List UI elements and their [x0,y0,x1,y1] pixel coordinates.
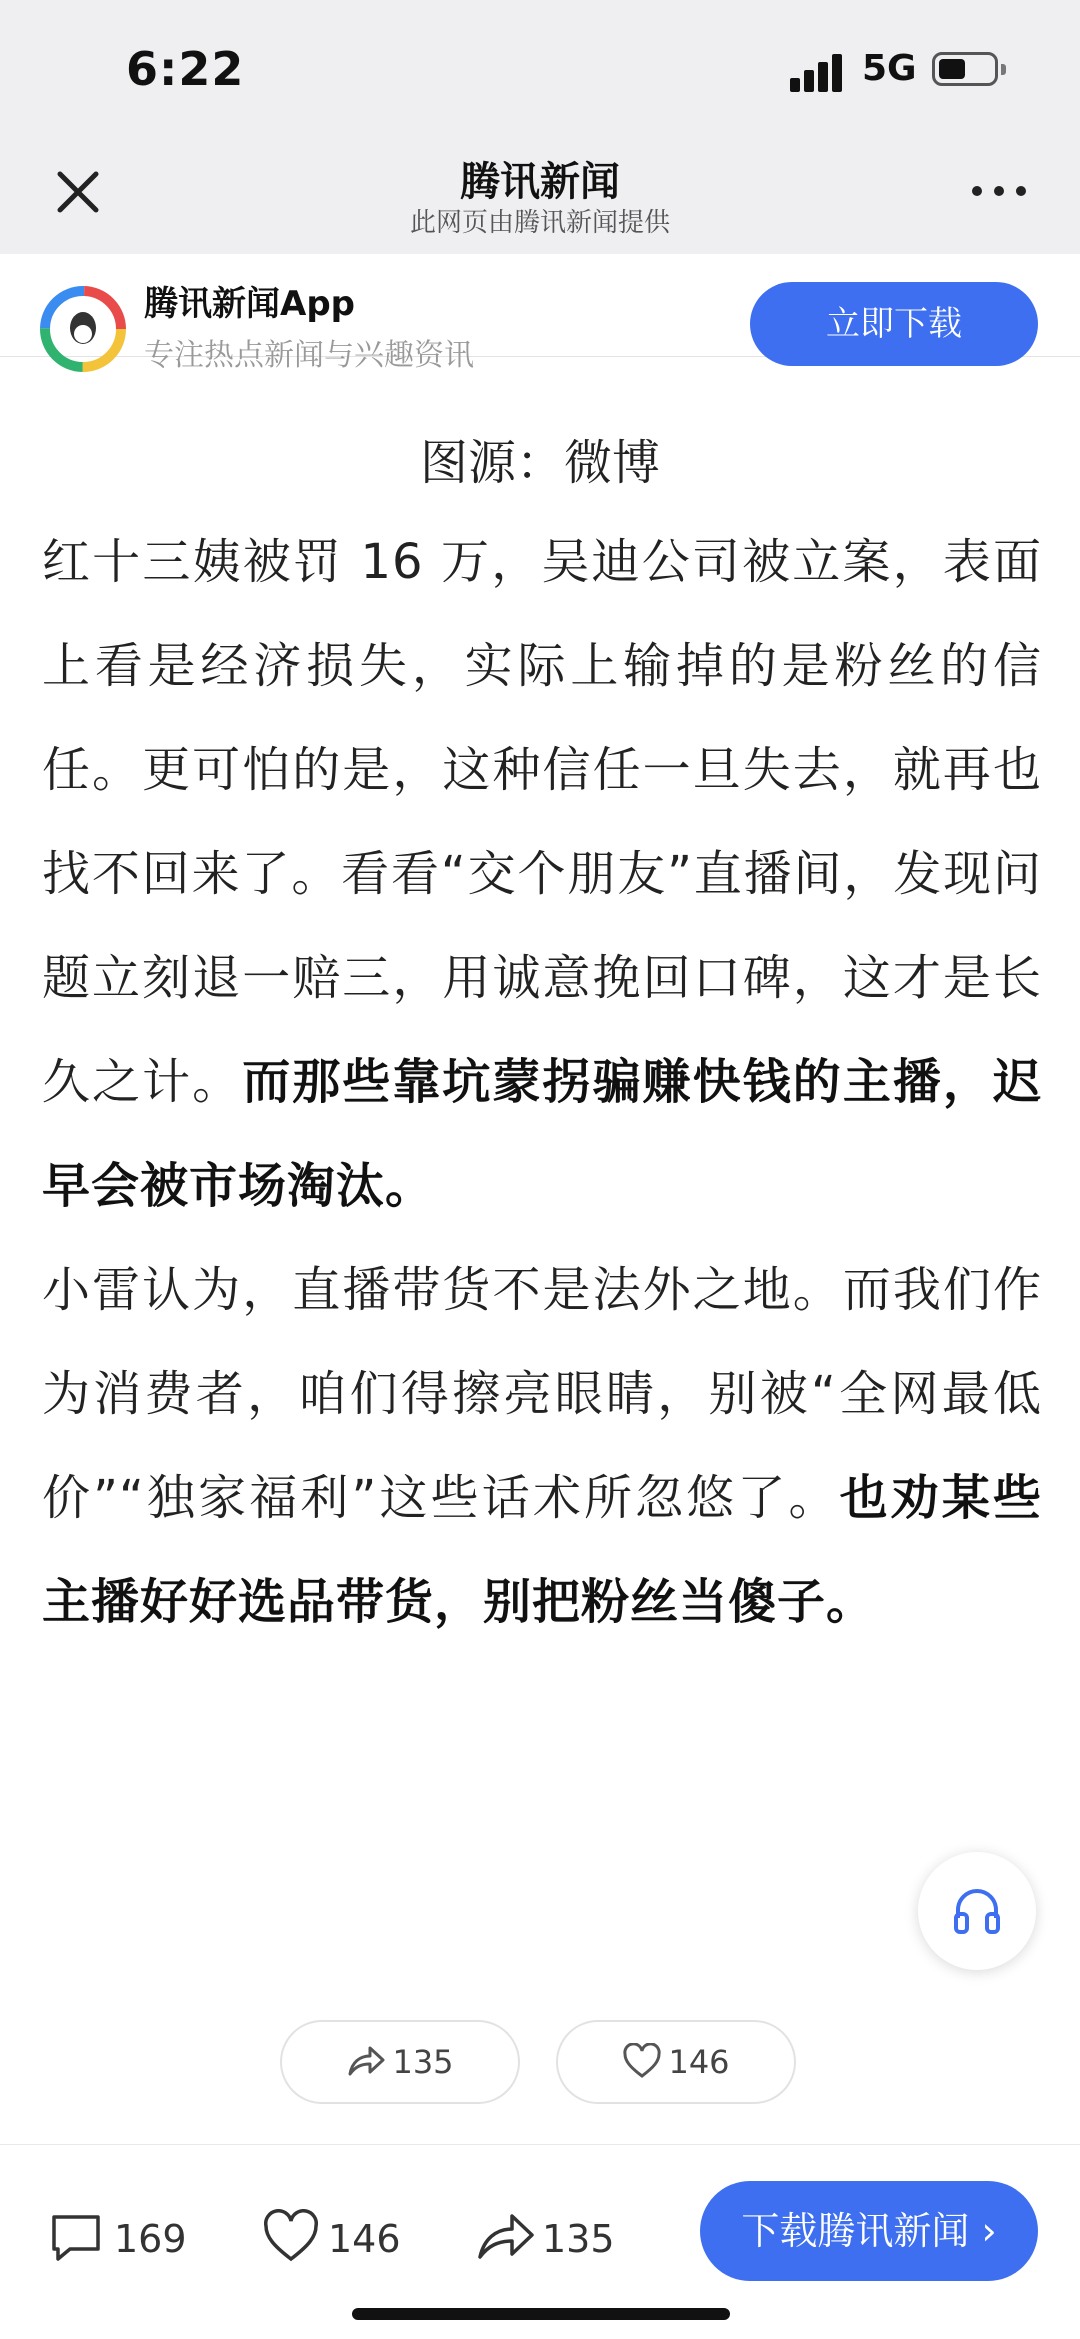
home-indicator [352,2308,730,2320]
share-icon [476,2209,536,2263]
like-button[interactable] [262,2209,402,2269]
article-paragraph [42,1238,1042,1654]
page-subtitle: 此网页由腾讯新闻提供 [409,208,670,238]
article-paragraph [42,510,1042,1238]
paragraph-bold-text: 也劝某些主播好好选品带货，别把粉丝当傻子。 [42,1470,1042,1630]
heart-icon [622,2043,662,2079]
like-count: 146 [668,2043,730,2081]
share-icon [346,2044,386,2078]
share-pill-button[interactable] [280,2020,520,2104]
app-tagline: 专注热点新闻与兴趣资讯 [144,338,474,373]
app-banner [0,254,1080,373]
heart-icon [262,2209,320,2263]
network-label: 5G [862,48,917,89]
top-bar [0,0,1080,254]
article-body [42,510,1042,1654]
download-app-button[interactable]: 立即下载 [750,282,1038,366]
comment-count: 169 [114,2217,187,2261]
page-title: 腾讯新闻 [460,159,620,205]
like-count: 146 [328,2217,401,2261]
battery-icon [932,52,998,86]
audio-button[interactable] [918,1852,1036,1970]
share-count: 135 [392,2043,454,2081]
app-name: 腾讯新闻App [144,284,355,324]
paragraph-bold-text: 而那些靠坑蒙拐骗赚快钱的主播，迟早会被市场淘汰。 [42,1054,1042,1214]
paragraph-text: 红十三姨被罚 16 万，吴迪公司被立案，表面上看是经济损失，实际上输掉的是粉丝的信任。更可怕的是，这种信任一旦失去，就再也找不回来了。看看“交个朋友”直播间，发现问题立刻退一赔三，用诚意挽回口碑，这才是长久之计。 [42,534,1042,1110]
like-pill-button[interactable] [556,2020,796,2104]
download-news-button[interactable]: 下载腾讯新闻 › [700,2181,1038,2281]
app-logo-icon [38,284,128,374]
share-button[interactable] [476,2209,626,2269]
paragraph-text: 小雷认为，直播带货不是法外之地。而我们作为消费者，咱们得擦亮眼睛，别被“全网最低价”“独家福利”这些话术所忽悠了。 [42,1262,1042,1526]
signal-icon [790,52,846,92]
comment-icon [48,2209,104,2265]
more-button[interactable] [972,180,1032,200]
share-count: 135 [542,2217,615,2261]
status-time: 6:22 [126,42,245,96]
headphones-icon [950,1884,1004,1938]
comment-button[interactable] [48,2209,188,2269]
image-caption: 图源：微博 [419,435,660,491]
